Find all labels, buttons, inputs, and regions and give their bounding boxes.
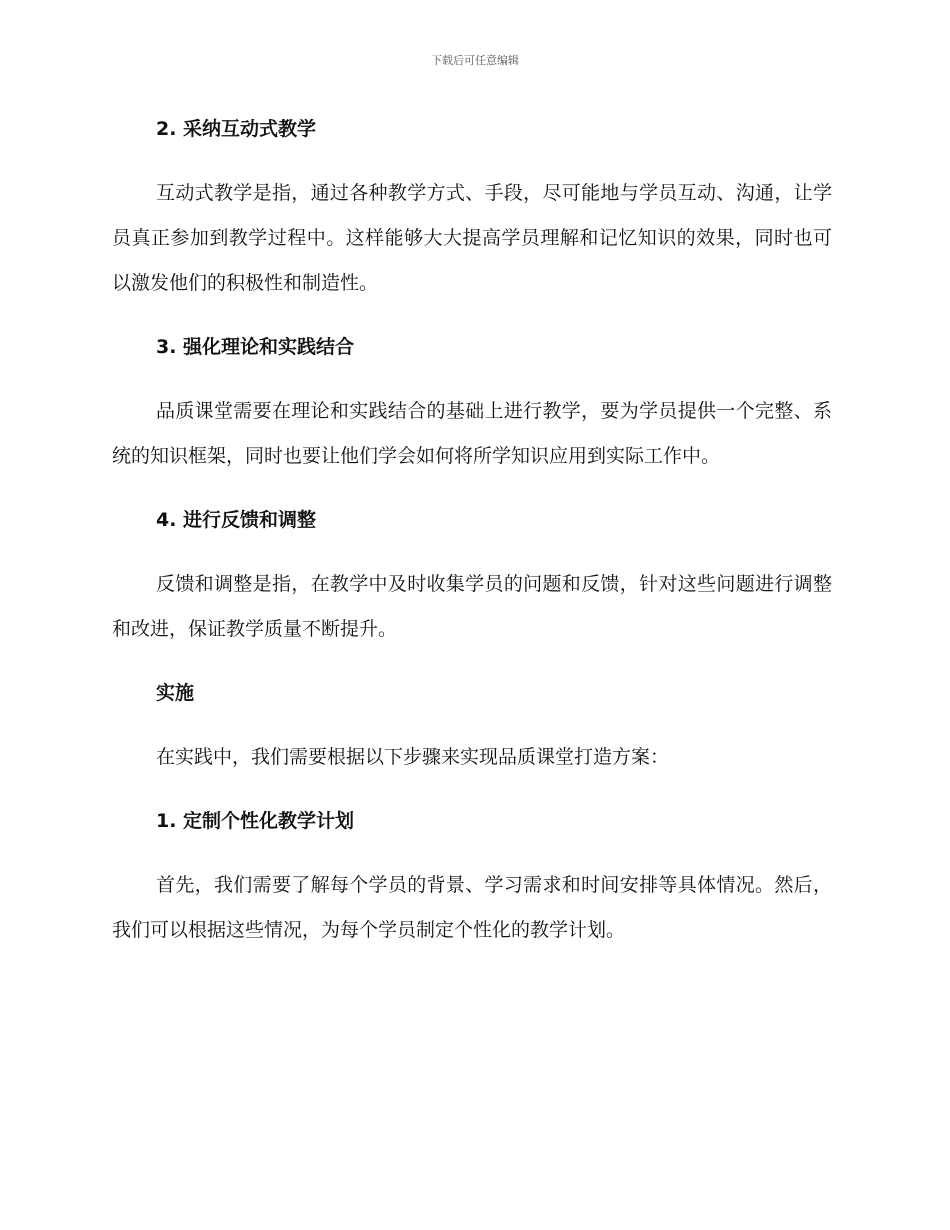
section-heading-theory-practice: 3. 强化理论和实践结合: [156, 336, 355, 358]
section-paragraph-interactive-teaching: 互动式教学是指，通过各种教学方式、手段，尽可能地与学员互动、沟通，让学员真正参加到教学过程中。这样能够大大提高学员理解和记忆知识的效果，同时也可以激发他们的积极性和制造性。: [112, 182, 832, 294]
page-header-note: 下载后可任意编辑: [431, 54, 519, 67]
section-heading-interactive-teaching: 2. 采纳互动式教学: [156, 118, 317, 140]
section-paragraph-feedback-adjust: 反馈和调整是指，在教学中及时收集学员的问题和反馈，针对这些问题进行调整和改进，保证教学质量不断提升。: [112, 573, 832, 640]
section-heading-feedback-adjust: 4. 进行反馈和调整: [156, 509, 317, 531]
document-body: [112, 114, 832, 953]
section-paragraph-theory-practice: 品质课堂需要在理论和实践结合的基础上进行教学，要为学员提供一个完整、系统的知识框架，同时也要让他们学会如何将所学知识应用到实际工作中。: [112, 400, 832, 467]
section-heading-personalized-plan: 1. 定制个性化教学计划: [156, 810, 355, 832]
section-heading-implementation: 实施: [156, 682, 195, 704]
section-paragraph-personalized-plan: 首先，我们需要了解每个学员的背景、学习需求和时间安排等具体情况。然后，我们可以根据这些情况，为每个学员制定个性化的教学计划。: [112, 874, 832, 941]
section-paragraph-implementation: 在实践中，我们需要根据以下步骤来实现品质课堂打造方案：: [156, 746, 670, 768]
